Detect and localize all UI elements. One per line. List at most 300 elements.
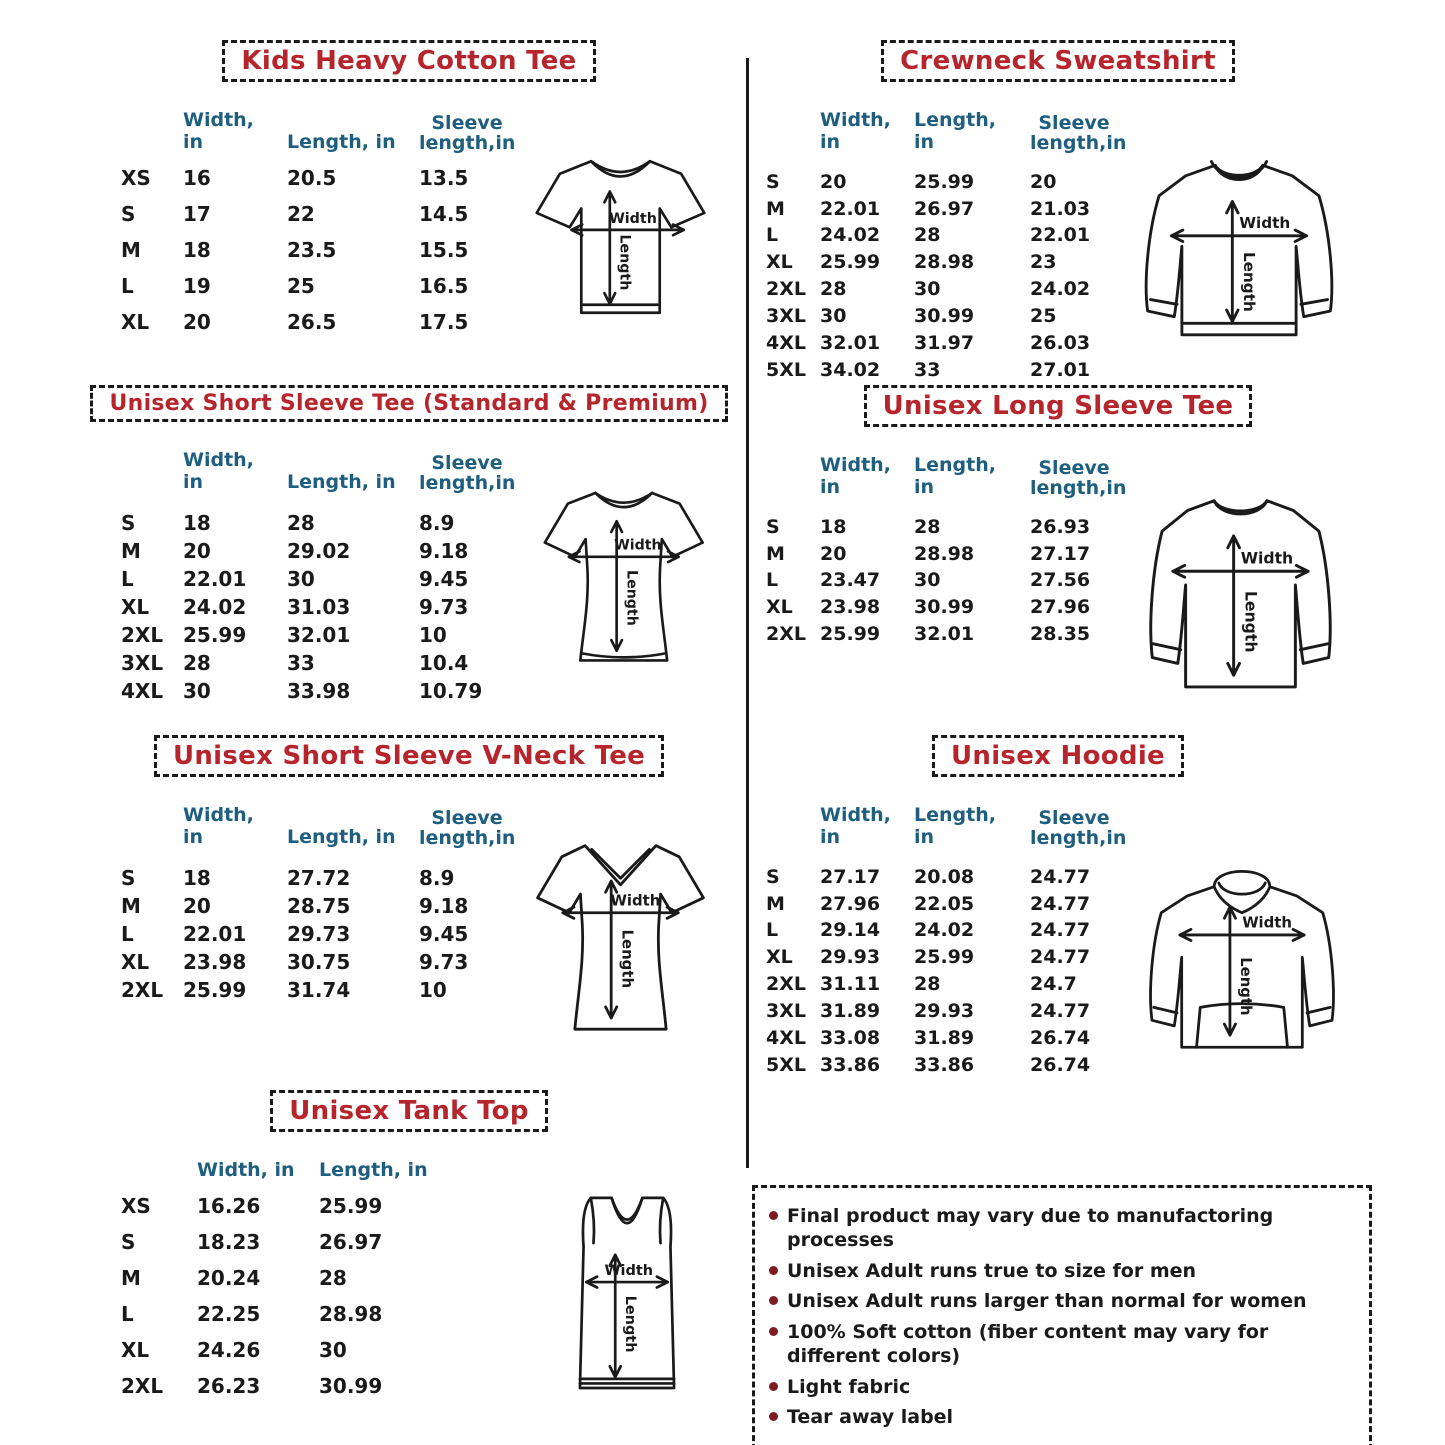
table-row (121, 540, 528, 563)
value-cell: 9.45 (419, 921, 469, 946)
value-cell: 33.86 (914, 1053, 975, 1076)
value-cell: 28 (914, 515, 941, 538)
length-arrow (1228, 536, 1240, 675)
value-cell: 23.98 (183, 949, 247, 974)
vneck-tee-illustration (518, 827, 723, 1055)
value-cell: 18 (183, 237, 211, 262)
value-cell: 22.01 (1030, 224, 1091, 247)
value-cell: 28 (914, 973, 941, 996)
value-cell: 20 (183, 893, 211, 918)
value-cell: 24.77 (1030, 946, 1091, 969)
column-header: Width, in (183, 449, 254, 493)
value-cell: 9.18 (419, 893, 469, 918)
value-cell: 22 (287, 201, 315, 226)
value-cell: 33.98 (287, 678, 351, 703)
left-column (95, 40, 723, 1445)
value-cell: 30 (914, 569, 941, 592)
table-row (121, 979, 518, 1002)
size-label: XS (121, 1193, 151, 1218)
value-cell: 33 (914, 358, 941, 381)
bullet-icon (769, 1327, 778, 1336)
width-label: Width (1239, 214, 1291, 233)
size-label: L (766, 569, 779, 592)
section-content (758, 437, 1358, 708)
length-label: Length (618, 929, 637, 989)
value-cell: 26.97 (319, 1229, 383, 1254)
size-label: M (766, 542, 785, 565)
size-table (95, 110, 518, 347)
value-cell: 27.56 (1030, 569, 1091, 592)
table-row (766, 333, 1120, 355)
value-cell: 28.98 (319, 1301, 383, 1326)
value-cell: 31.74 (287, 977, 351, 1002)
value-cell: 30 (319, 1337, 347, 1362)
size-label: L (766, 224, 779, 247)
table-row (766, 1001, 1126, 1023)
size-label: M (766, 197, 785, 220)
value-cell: 28.35 (1030, 623, 1091, 646)
size-label: XL (766, 251, 793, 274)
value-cell: 33.08 (820, 1026, 881, 1049)
size-table (95, 805, 518, 1007)
size-table (95, 1160, 541, 1411)
value-cell: 29.02 (287, 538, 351, 563)
size-table (758, 454, 1127, 651)
value-cell: 33 (287, 650, 315, 675)
size-table (758, 805, 1126, 1081)
table-row (121, 596, 528, 619)
table-row (121, 624, 528, 647)
table-row (121, 1375, 541, 1398)
section-title-box (932, 735, 1184, 777)
value-cell: 22.05 (914, 892, 975, 915)
tee-illustration (518, 147, 723, 325)
value-cell: 18 (183, 865, 211, 890)
size-label: M (121, 237, 141, 262)
value-cell: 22.01 (183, 921, 247, 946)
column-header: Length, in (287, 130, 396, 153)
value-cell: 30 (183, 678, 211, 703)
length-label: Length (1237, 957, 1255, 1016)
table-row (121, 867, 518, 890)
section-title: Unisex Short Sleeve V-Neck Tee (172, 741, 646, 771)
bullet-icon (769, 1211, 778, 1220)
value-cell: 20 (183, 309, 211, 334)
value-cell: 24.77 (1030, 865, 1091, 888)
section-kids-tee (95, 40, 723, 385)
value-cell: 28 (319, 1265, 347, 1290)
value-cell: 26.74 (1030, 1026, 1091, 1049)
value-cell: 25.99 (183, 622, 247, 647)
bullet-icon (769, 1382, 778, 1391)
column-header: Width, in (820, 454, 891, 498)
value-cell: 32.01 (287, 622, 351, 647)
size-label: XL (121, 594, 150, 619)
size-label: XL (766, 946, 793, 969)
section-content (95, 1142, 723, 1411)
value-cell: 23.47 (820, 569, 881, 592)
value-cell: 10.4 (419, 650, 469, 675)
value-cell: 28.98 (914, 251, 975, 274)
length-label: Length (622, 1295, 639, 1353)
size-label: S (766, 515, 780, 538)
table-row (121, 203, 518, 226)
column-header: Sleeve length,in (419, 806, 516, 849)
column-header: Sleeve length,in (1030, 806, 1127, 849)
size-label: L (121, 921, 134, 946)
value-cell: 17.5 (419, 309, 469, 334)
size-table (758, 109, 1127, 386)
value-cell: 28 (820, 278, 847, 301)
column-header: Width, in (183, 109, 254, 153)
value-cell: 9.73 (419, 594, 469, 619)
value-cell: 24.77 (1030, 919, 1091, 942)
value-cell: 9.45 (419, 566, 469, 591)
table-row (766, 867, 1126, 889)
size-label: M (121, 538, 141, 563)
section-long-sleeve (758, 385, 1358, 735)
column-header: Sleeve length,in (1030, 111, 1127, 154)
table-row (766, 920, 1126, 942)
value-cell: 25 (1030, 304, 1057, 327)
value-cell: 21.03 (1030, 197, 1091, 220)
table-row (766, 360, 1120, 382)
section-title-box (90, 385, 727, 422)
value-cell: 20.24 (197, 1265, 261, 1290)
column-header: Sleeve length,in (419, 111, 516, 154)
value-cell: 20 (820, 542, 847, 565)
section-title: Unisex Short Sleeve Tee (Standard & Premium) (109, 391, 709, 416)
value-cell: 31.89 (820, 999, 881, 1022)
table-row (121, 1195, 541, 1218)
value-cell: 27.17 (1030, 542, 1091, 565)
tank-top-illustration (541, 1187, 713, 1409)
length-label: Length (623, 570, 640, 626)
value-cell: 24.02 (1030, 278, 1091, 301)
value-cell: 10 (419, 977, 447, 1002)
size-label: 4XL (121, 678, 164, 703)
size-label: 2XL (766, 623, 806, 646)
value-cell: 8.9 (419, 510, 455, 535)
value-cell: 25.99 (183, 977, 247, 1002)
size-label: XL (121, 949, 150, 974)
size-label: 4XL (766, 1026, 806, 1049)
note-text: Unisex Adult runs true to size for men (787, 1259, 1197, 1282)
length-label: Length (616, 234, 633, 291)
value-cell: 26.93 (1030, 515, 1091, 538)
size-label: 3XL (766, 999, 806, 1022)
section-title: Unisex Long Sleeve Tee (882, 391, 1234, 421)
value-cell: 26.23 (197, 1373, 261, 1398)
size-label: S (121, 865, 136, 890)
column-header: Sleeve length,in (419, 451, 516, 494)
width-label: Width (1240, 548, 1294, 568)
value-cell: 28.75 (287, 893, 351, 918)
size-label: XL (121, 1337, 150, 1362)
table-row (121, 652, 528, 675)
table-row (121, 951, 518, 974)
column-header: Length, in (287, 825, 396, 848)
value-cell: 24.26 (197, 1337, 261, 1362)
width-label: Width (1242, 914, 1292, 932)
column-header: Length, in (319, 1159, 428, 1181)
value-cell: 30 (914, 278, 941, 301)
value-cell: 25.99 (820, 251, 881, 274)
value-cell: 30.99 (914, 304, 975, 327)
value-cell: 22.01 (183, 566, 247, 591)
column-divider (746, 58, 749, 1168)
value-cell: 26.5 (287, 309, 337, 334)
value-cell: 18 (820, 515, 847, 538)
size-label: 2XL (766, 973, 806, 996)
size-label: 2XL (766, 278, 806, 301)
length-label: Length (1239, 251, 1258, 312)
section-title-box (270, 1090, 548, 1132)
value-cell: 14.5 (419, 201, 469, 226)
table-row (121, 1231, 541, 1254)
table-row (766, 974, 1126, 996)
value-cell: 23 (1030, 251, 1057, 274)
note-text: Light fabric (787, 1375, 911, 1398)
value-cell: 19 (183, 273, 211, 298)
value-cell: 28.98 (914, 542, 975, 565)
size-label: S (121, 201, 136, 226)
size-label: L (121, 1301, 134, 1326)
column-header: Length, in (914, 109, 996, 153)
size-label: 2XL (121, 977, 164, 1002)
value-cell: 29.93 (914, 999, 975, 1022)
table-row (766, 597, 1118, 619)
value-cell: 29.93 (820, 946, 881, 969)
long-sleeve-illustration (1118, 487, 1363, 708)
note-item (769, 1260, 1355, 1284)
column-header: Length, in (287, 470, 396, 493)
column-header: Sleeve length,in (1030, 456, 1127, 499)
note-text: Unisex Adult runs larger than normal for women (787, 1290, 1307, 1313)
section-title: Unisex Tank Top (289, 1096, 529, 1126)
value-cell: 26.74 (1030, 1053, 1091, 1076)
value-cell: 10.79 (419, 678, 483, 703)
size-label: L (121, 566, 134, 591)
value-cell: 23.98 (820, 596, 881, 619)
column-header: Width, in (197, 1159, 295, 1181)
value-cell: 31.11 (820, 973, 881, 996)
right-column (758, 40, 1358, 1090)
value-cell: 24.77 (1030, 999, 1091, 1022)
value-cell: 25.99 (820, 623, 881, 646)
table-row (121, 275, 518, 298)
value-cell: 18.23 (197, 1229, 261, 1254)
value-cell: 15.5 (419, 237, 469, 262)
notes-box (752, 1185, 1372, 1445)
value-cell: 20 (820, 170, 847, 193)
size-label: XL (121, 309, 150, 334)
size-label: 3XL (766, 304, 806, 327)
value-cell: 31.89 (914, 1026, 975, 1049)
column-header: Width, in (820, 109, 891, 153)
section-unisex-ss-tee (95, 385, 723, 735)
width-label: Width (614, 537, 662, 554)
size-label: XL (766, 596, 793, 619)
table-row (766, 172, 1120, 194)
section-title-box (154, 735, 664, 777)
value-cell: 24.02 (183, 594, 247, 619)
value-cell: 23.5 (287, 237, 337, 262)
size-label: L (121, 273, 134, 298)
value-cell: 16.5 (419, 273, 469, 298)
section-title: Kids Heavy Cotton Tee (241, 46, 577, 76)
value-cell: 27.96 (1030, 596, 1091, 619)
table-row (766, 225, 1120, 247)
bullet-icon (769, 1412, 778, 1421)
note-text: Final product may vary due to manufactoring processes (787, 1205, 1274, 1251)
hoodie-illustration (1126, 857, 1358, 1075)
section-content (95, 787, 723, 1055)
note-item (769, 1376, 1355, 1400)
section-title-box (881, 40, 1235, 82)
value-cell: 9.73 (419, 949, 469, 974)
value-cell: 22.01 (820, 197, 881, 220)
size-label: L (766, 919, 779, 942)
value-cell: 25.99 (319, 1193, 383, 1218)
length-label: Length (1241, 590, 1261, 653)
section-crewneck (758, 40, 1358, 385)
section-vneck-tee (95, 735, 723, 1090)
section-title: Unisex Hoodie (950, 741, 1165, 771)
width-label: Width (604, 1262, 654, 1279)
section-tank-top (95, 1090, 723, 1445)
value-cell: 30.99 (914, 596, 975, 619)
table-row (121, 239, 518, 262)
size-label: 5XL (766, 1053, 806, 1076)
size-label: 2XL (121, 622, 164, 647)
value-cell: 32.01 (914, 623, 975, 646)
note-item (769, 1205, 1355, 1253)
note-item (769, 1321, 1355, 1369)
section-content (95, 432, 723, 708)
value-cell: 26.03 (1030, 331, 1091, 354)
value-cell: 24.02 (914, 919, 975, 942)
value-cell: 20 (183, 538, 211, 563)
size-label: S (766, 865, 780, 888)
value-cell: 26.97 (914, 197, 975, 220)
length-arrow (1227, 202, 1238, 322)
value-cell: 17 (183, 201, 211, 226)
bullet-icon (769, 1266, 778, 1275)
size-label: 5XL (766, 358, 806, 381)
table-row (766, 199, 1120, 221)
size-label: 2XL (121, 1373, 164, 1398)
column-header: Length, in (914, 804, 996, 848)
value-cell: 10 (419, 622, 447, 647)
table-row (766, 1055, 1126, 1077)
section-content (95, 92, 723, 347)
table-row (121, 1339, 541, 1362)
table-row (766, 306, 1120, 328)
value-cell: 27.01 (1030, 358, 1091, 381)
size-label: S (766, 170, 780, 193)
length-arrow (1224, 907, 1235, 1035)
size-table (95, 450, 528, 708)
value-cell: 28 (914, 224, 941, 247)
column-header: Width, in (183, 804, 254, 848)
table-row (766, 1028, 1126, 1050)
table-row (766, 279, 1120, 301)
length-arrow (604, 192, 615, 304)
value-cell: 30.99 (319, 1373, 383, 1398)
table-row (766, 252, 1120, 274)
table-row (121, 512, 528, 535)
value-cell: 20.08 (914, 865, 975, 888)
table-row (766, 947, 1126, 969)
table-row (121, 923, 518, 946)
value-cell: 29.14 (820, 919, 881, 942)
table-row (121, 1303, 541, 1326)
column-header: Width, in (820, 804, 891, 848)
table-row (121, 895, 518, 918)
value-cell: 25 (287, 273, 315, 298)
value-cell: 24.02 (820, 224, 881, 247)
size-label: S (121, 510, 136, 535)
note-item (769, 1290, 1355, 1314)
size-label: 4XL (766, 331, 806, 354)
value-cell: 18 (183, 510, 211, 535)
width-label: Width (609, 210, 657, 227)
fitted-tee-illustration (528, 477, 723, 685)
value-cell: 27.17 (820, 865, 881, 888)
section-content (758, 787, 1358, 1081)
value-cell: 28 (183, 650, 211, 675)
value-cell: 16 (183, 165, 211, 190)
value-cell: 24.7 (1030, 973, 1077, 996)
table-row (766, 544, 1118, 566)
value-cell: 29.73 (287, 921, 351, 946)
table-row (766, 624, 1118, 646)
value-cell: 25.99 (914, 946, 975, 969)
width-label: Width (610, 891, 661, 910)
value-cell: 32.01 (820, 331, 881, 354)
size-label: 3XL (121, 650, 164, 675)
value-cell: 16.26 (197, 1193, 261, 1218)
value-cell: 31.03 (287, 594, 351, 619)
size-label: XS (121, 165, 151, 190)
bullet-icon (769, 1296, 778, 1305)
table-row (121, 167, 518, 190)
table-row (766, 570, 1118, 592)
table-row (766, 517, 1118, 539)
note-item (769, 1406, 1355, 1430)
table-row (121, 568, 528, 591)
value-cell: 20 (1030, 170, 1057, 193)
value-cell: 33.86 (820, 1053, 881, 1076)
size-label: M (121, 1265, 141, 1290)
value-cell: 30 (820, 304, 847, 327)
value-cell: 25.99 (914, 170, 975, 193)
value-cell: 24.77 (1030, 892, 1091, 915)
size-label: M (766, 892, 785, 915)
value-cell: 9.18 (419, 538, 469, 563)
value-cell: 27.72 (287, 865, 351, 890)
table-row (121, 1267, 541, 1290)
column-header: Length, in (914, 454, 996, 498)
value-cell: 27.96 (820, 892, 881, 915)
value-cell: 13.5 (419, 165, 469, 190)
note-text: Tear away label (787, 1406, 954, 1429)
value-cell: 30.75 (287, 949, 351, 974)
value-cell: 30 (287, 566, 315, 591)
crewneck-illustration (1120, 152, 1358, 354)
section-title-box (222, 40, 595, 82)
